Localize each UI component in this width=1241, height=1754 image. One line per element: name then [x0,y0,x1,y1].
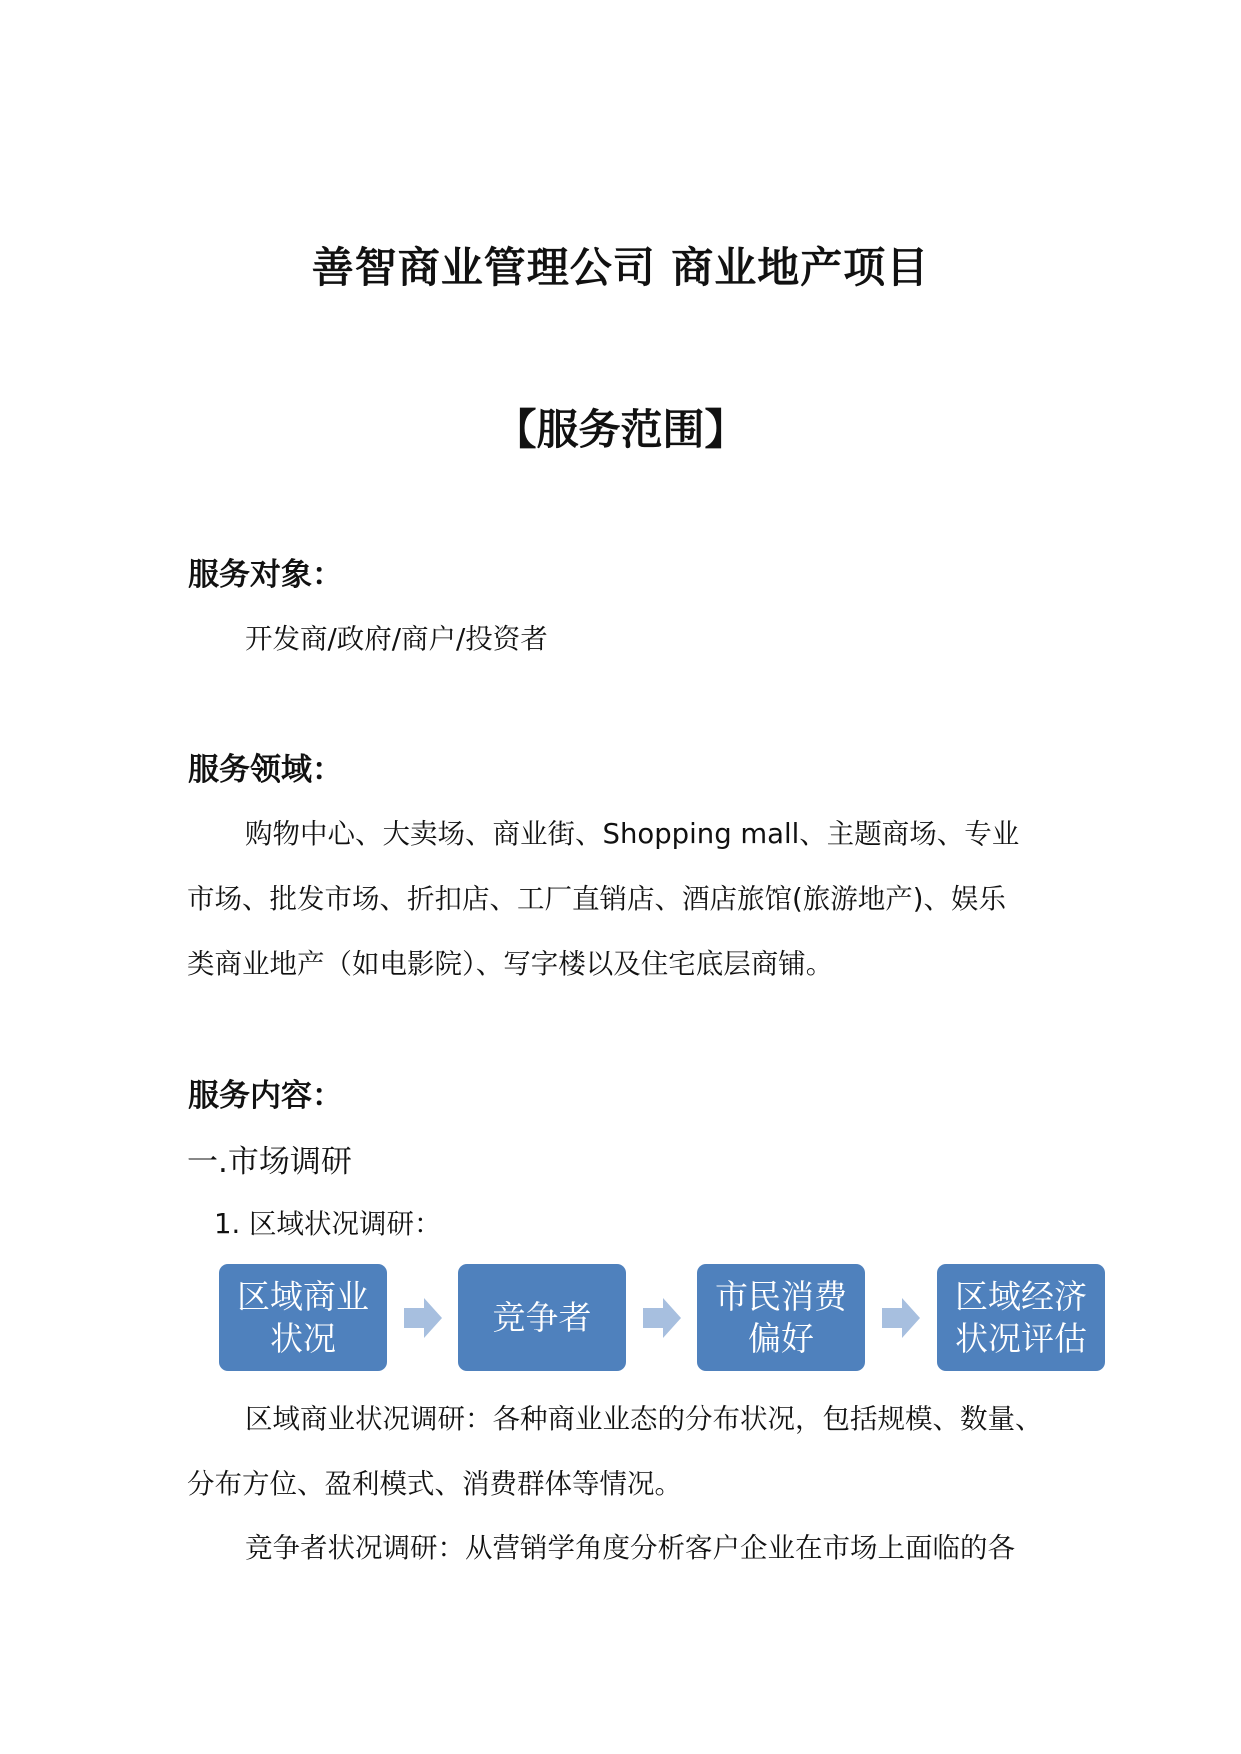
service-field-line-2: 市场、批发市场、折扣店、工厂直销店、酒店旅馆(旅游地产)、娱乐 [187,883,1006,915]
service-content-heading: 服务内容： [188,1078,343,1114]
flow-step-label: 市民消费偏好 [715,1276,847,1358]
paragraph-regional-line-1: 区域商业状况调研：各种商业业态的分布状况，包括规模、数量、 [245,1403,1043,1435]
arrow-right-icon [882,1298,920,1338]
service-target-heading: 服务对象： [188,557,343,593]
arrow-right-icon [404,1298,442,1338]
document-subtitle: 【服务范围】 [494,405,747,454]
arrow-right-icon [643,1298,681,1338]
flow-step-label: 竞争者 [492,1297,592,1337]
flow-step-label: 区域经济状况评估 [955,1276,1087,1358]
service-field-heading: 服务领域： [188,752,343,788]
flow-step-regional-business [219,1264,387,1371]
service-field-line-1: 购物中心、大卖场、商业街、Shopping mall、主题商场、专业 [245,818,1020,850]
section-market-research-title: 一.市场调研 [187,1144,352,1180]
flow-step-label: 区域商业状况 [237,1276,369,1358]
paragraph-regional-line-2: 分布方位、盈利模式、消费群体等情况。 [187,1468,682,1500]
flow-step-consumer-preference [697,1264,865,1371]
document-title: 善智商业管理公司 商业地产项目 [311,243,930,292]
flow-step-economic-assessment [937,1264,1105,1371]
item-regional-survey-label: 1. 区域状况调研： [214,1208,442,1240]
service-field-line-3: 类商业地产（如电影院）、写字楼以及住宅底层商铺。 [187,948,834,980]
flow-step-competitors [458,1264,626,1371]
service-target-content: 开发商/政府/商户/投资者 [245,623,548,655]
paragraph-competitor-line-1: 竞争者状况调研：从营销学角度分析客户企业在市场上面临的各 [245,1532,1015,1564]
